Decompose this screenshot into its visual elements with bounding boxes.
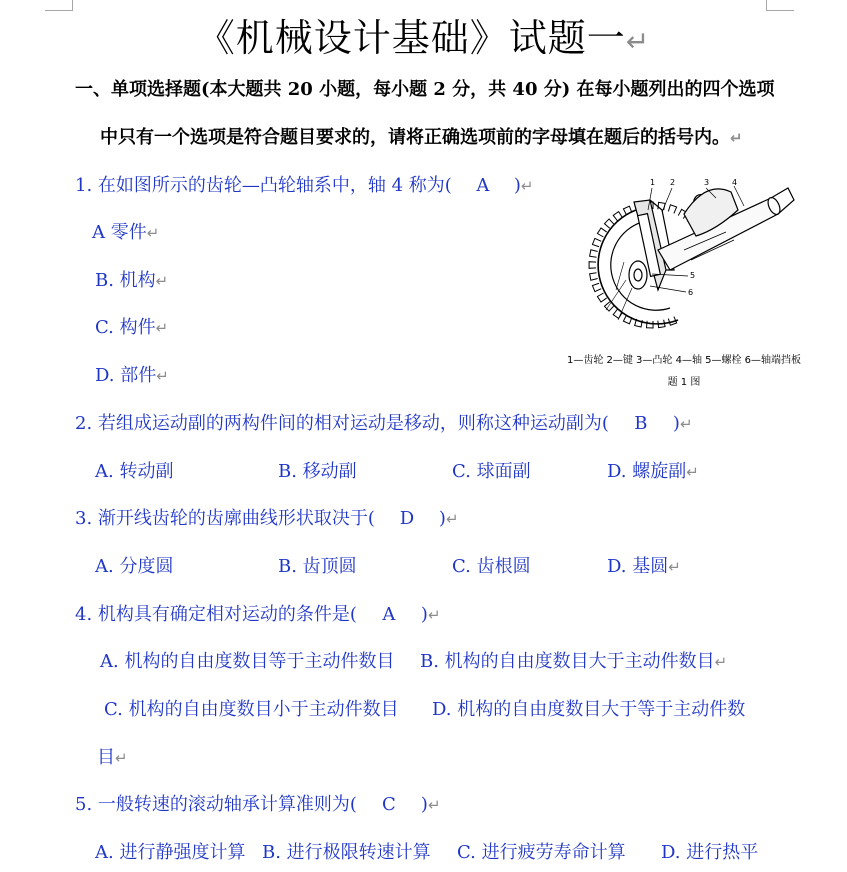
paragraph-mark-icon: ↵	[156, 367, 169, 385]
paragraph-mark-icon: ↵	[520, 177, 534, 195]
question-5-stem: 5. 一般转速的滚动轴承计算准则为(	[75, 794, 357, 815]
question-1-stem: 1. 在如图所示的齿轮—凸轮轴系中，轴 4 称为(	[75, 175, 452, 196]
option-text: B. 进行极限转速计算	[262, 842, 431, 863]
gear-tooth	[668, 205, 676, 214]
question-4-option-d-wrap	[97, 746, 128, 770]
question-1-answer: A	[476, 175, 490, 196]
option-text: A. 分度圆	[95, 556, 174, 577]
gear-cam-shaft-figure	[566, 170, 802, 395]
document-title	[0, 10, 847, 70]
question-3-stem: 3. 渐开线齿轮的齿廓曲线形状取决于(	[75, 508, 375, 529]
paragraph-mark-icon: ↵	[668, 558, 681, 576]
question-4	[75, 603, 441, 627]
section-heading-line2	[100, 126, 743, 150]
question-5-option-d	[661, 841, 758, 865]
question-2-answer: B	[634, 413, 648, 434]
option-text: A. 机构的自由度数目等于主动件数目	[100, 651, 395, 672]
section-heading-text-1: 一、单项选择题(本大题共 20 小题，每小题 2 分，共 40 分) 在每小题列出的四个选项	[75, 79, 775, 100]
option-text: D. 部件	[95, 365, 157, 386]
question-3-close: )	[438, 508, 446, 529]
question-1	[75, 174, 533, 198]
option-text: D. 机构的自由度数目大于等于主动件数	[432, 699, 746, 720]
question-5-answer: C	[382, 794, 396, 815]
option-text: C. 构件	[95, 317, 156, 338]
question-1-option-c	[95, 316, 168, 340]
question-4-option-d	[432, 698, 745, 722]
paragraph-mark-icon: ↵	[625, 25, 651, 58]
question-1-option-d	[95, 364, 169, 388]
question-2-stem: 2. 若组成运动副的两构件间的相对运动是移动，则称这种运动副为(	[75, 413, 609, 434]
option-text: D. 螺旋副	[607, 461, 687, 482]
option-text: A. 进行静强度计算	[95, 842, 246, 863]
question-4-option-a	[100, 650, 394, 674]
question-5-option-a	[95, 841, 245, 865]
paragraph-mark-icon: ↵	[115, 749, 128, 767]
paragraph-mark-icon: ↵	[155, 319, 169, 337]
paragraph-mark-icon: ↵	[427, 796, 441, 814]
part-number-1: 1	[650, 178, 656, 187]
question-4-option-c	[104, 698, 399, 722]
paragraph-mark-icon: ↵	[686, 463, 699, 481]
question-2-option-b	[278, 460, 357, 484]
paragraph-mark-icon: ↵	[155, 272, 169, 290]
question-5	[75, 793, 441, 817]
option-text: A 零件	[92, 222, 147, 243]
section-heading-text-2: 中只有一个选项是符合题目要求的，请将正确选项前的字母填在题后的括号内。	[100, 127, 730, 148]
paragraph-mark-icon: ↵	[730, 129, 743, 147]
option-text: C. 进行疲劳寿命计算	[457, 842, 626, 863]
question-4-close: )	[420, 604, 428, 625]
section-heading-line1	[75, 78, 775, 102]
question-5-option-b	[262, 841, 431, 865]
question-3-answer: D	[399, 508, 415, 529]
gear-tooth	[590, 273, 598, 280]
option-text: B. 机构	[95, 270, 156, 291]
option-text: B. 齿顶圆	[278, 556, 357, 577]
question-4-answer: A	[382, 604, 396, 625]
question-2-option-c	[452, 460, 531, 484]
figure-label: 题 1 图	[667, 377, 701, 388]
option-text: C. 齿根圆	[452, 556, 531, 577]
title-text: 《机械设计基础》试题一	[196, 16, 626, 60]
question-2	[75, 412, 693, 436]
question-1-option-b	[95, 269, 168, 293]
question-1-option-a	[92, 221, 159, 245]
paragraph-mark-icon: ↵	[427, 606, 441, 624]
question-3-option-d	[607, 555, 681, 579]
paragraph-mark-icon: ↵	[714, 653, 728, 671]
gear-tooth	[613, 212, 622, 221]
question-4-stem: 4. 机构具有确定相对运动的条件是(	[75, 604, 357, 625]
option-text: C. 球面副	[452, 461, 531, 482]
question-5-close: )	[420, 794, 428, 815]
gear-cam-shaft-drawing	[566, 170, 802, 352]
question-2-option-d	[607, 460, 699, 484]
paragraph-mark-icon: ↵	[445, 510, 459, 528]
question-2-option-a	[95, 460, 173, 484]
question-2-close: )	[672, 413, 680, 434]
question-3-option-c	[452, 555, 531, 579]
option-text: 目	[97, 747, 115, 768]
option-text: D. 进行热平	[661, 842, 759, 863]
option-text: A. 转动副	[95, 461, 174, 482]
part-number-5: 5	[690, 271, 696, 280]
option-text: B. 机构的自由度数目大于主动件数目	[420, 651, 715, 672]
question-1-close: )	[513, 175, 521, 196]
question-3-option-b	[278, 555, 357, 579]
part-number-6: 6	[688, 288, 694, 297]
option-text: D. 基圆	[607, 556, 669, 577]
gear-tooth	[592, 283, 601, 291]
paragraph-mark-icon: ↵	[146, 224, 160, 242]
gear-tooth	[589, 262, 596, 269]
gear-tooth	[592, 238, 601, 246]
part-number-4: 4	[732, 178, 738, 187]
part-number-3: 3	[704, 178, 710, 187]
paragraph-mark-icon: ↵	[679, 415, 693, 433]
question-5-option-c	[457, 841, 626, 865]
option-text: C. 机构的自由度数目小于主动件数目	[104, 699, 399, 720]
gear-tooth	[590, 250, 598, 257]
option-text: B. 移动副	[278, 461, 357, 482]
question-4-option-b	[420, 650, 727, 674]
question-3-option-a	[95, 555, 173, 579]
part-number-2: 2	[670, 178, 676, 187]
question-3	[75, 507, 459, 531]
figure-caption: 1—齿轮 2—键 3—凸轮 4—轴 5—螺栓 6—轴端挡板	[566, 355, 802, 366]
